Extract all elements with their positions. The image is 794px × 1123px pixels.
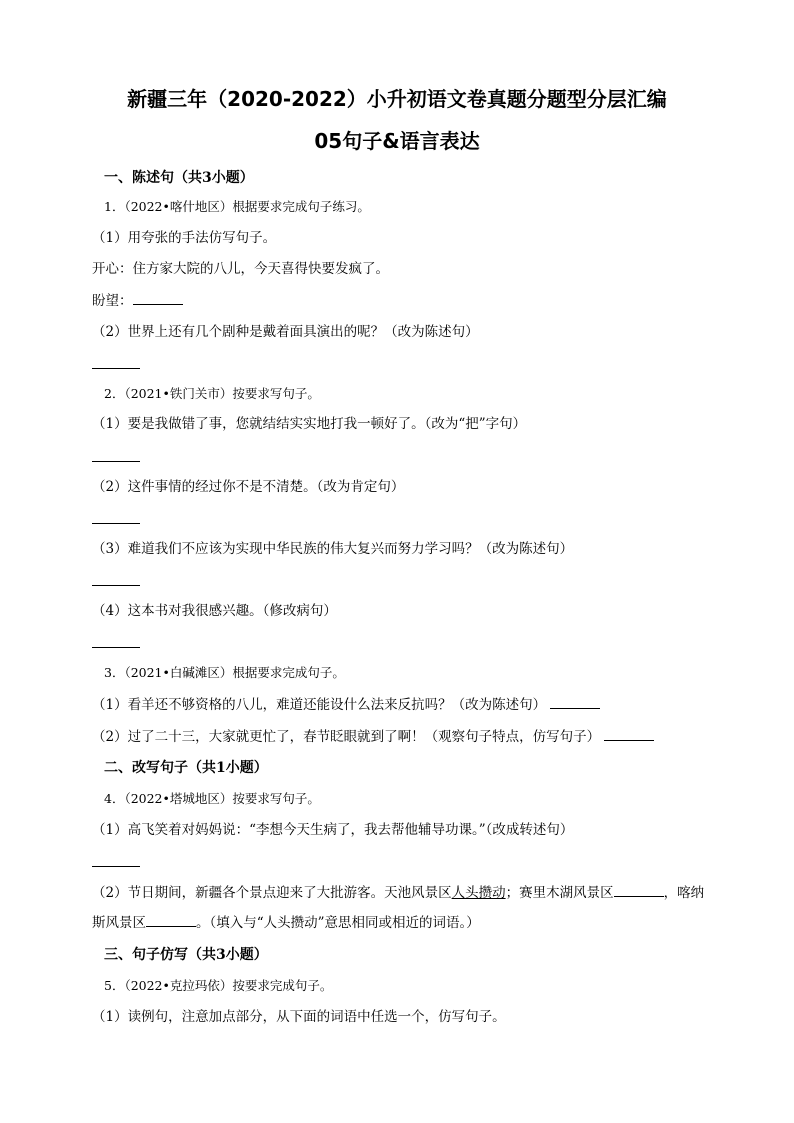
section-heading-declarative: 一、陈述句（共3小题） [104,170,254,186]
question-2-part-4: （4）这本书对我很感兴趣。（修改病句） [92,603,337,619]
question-3-part-2-row [92,726,732,747]
answer-blank[interactable] [133,290,183,305]
document-subtitle: 05句子&语言表达 [314,129,480,153]
question-2-part-3: （3）难道我们不应该为实现中华民族的伟大复兴而努力学习吗？（改为陈述句） [92,541,574,557]
document-title: 新疆三年（2020-2022）小升初语文卷真题分题型分层汇编 [127,87,667,111]
answer-line[interactable] [92,647,140,648]
question-3-part-2: （2）过了二十三，大家就更忙了，春节眨眼就到了啊！（观察句子特点，仿写句子） [92,729,601,745]
question-2-part-2: （2）这件事情的经过你不是不清楚。（改为肯定句） [92,479,405,495]
question-1-stem: 1．（2022•喀什地区）根据要求完成句子练习。 [104,199,370,214]
answer-blank[interactable] [604,726,654,741]
question-1-part-1: （1）用夸张的手法仿写句子。 [92,230,277,246]
question-3-stem: 3．（2021•白碱滩区）根据要求完成句子。 [104,665,345,680]
question-2-stem: 2．（2021•铁门关市）按要求写句子。 [104,386,320,401]
question-4-part-2-line-2: 斯风景区 。（填入与“人头攒动”意思相同或相近的词语。） [92,912,732,933]
question-1-prompt: 盼望： [92,293,133,309]
question-5-part-1: （1）读例句，注意加点部分，从下面的词语中任选一个，仿写句子。 [92,1009,506,1025]
answer-line[interactable] [92,523,140,524]
question-5-stem: 5．（2022•克拉玛依）按要求完成句子。 [104,978,333,993]
section-heading-rewrite: 二、改写句子（共1小题） [104,760,268,776]
question-1-part-2: （2）世界上还有几个剧种是戴着面具演出的呢？（改为陈述句） [92,324,479,340]
question-4-part-2-line-1: （2）节日期间，新疆各个景点迎来了大批游客。天池风景区人头攒动；赛里木湖风景区 ，喀纳 [92,882,732,903]
question-4-stem: 4．（2022•塔城地区）按要求写句子。 [104,791,320,806]
question-3-part-1: （1）看羊还不够资格的八儿，难道还能设什么法来反抗吗？（改为陈述句） [92,697,547,713]
answer-line[interactable] [92,461,140,462]
section-heading-imitation: 三、句子仿写（共3小题） [104,947,268,963]
example-phrase: 人头攒动 [451,885,506,901]
question-1-example: 开心：住方家大院的八儿，今天喜得快要发疯了。 [92,261,389,277]
question-4-part-1: （1）高飞笑着对妈妈说：“李想今天生病了，我去帮他辅导功课。”（改成转述句） [92,822,574,838]
question-2-part-1: （1）要是我做错了事，您就结结实实地打我一顿好了。（改为“把”字句） [92,416,527,432]
answer-blank[interactable] [550,694,600,709]
answer-blank[interactable] [146,912,196,927]
answer-line[interactable] [92,866,140,867]
answer-blank[interactable] [614,882,664,897]
answer-line[interactable] [92,585,140,586]
question-3-part-1-row [92,694,732,715]
question-1-prompt-row [92,290,732,311]
answer-line[interactable] [92,368,140,369]
